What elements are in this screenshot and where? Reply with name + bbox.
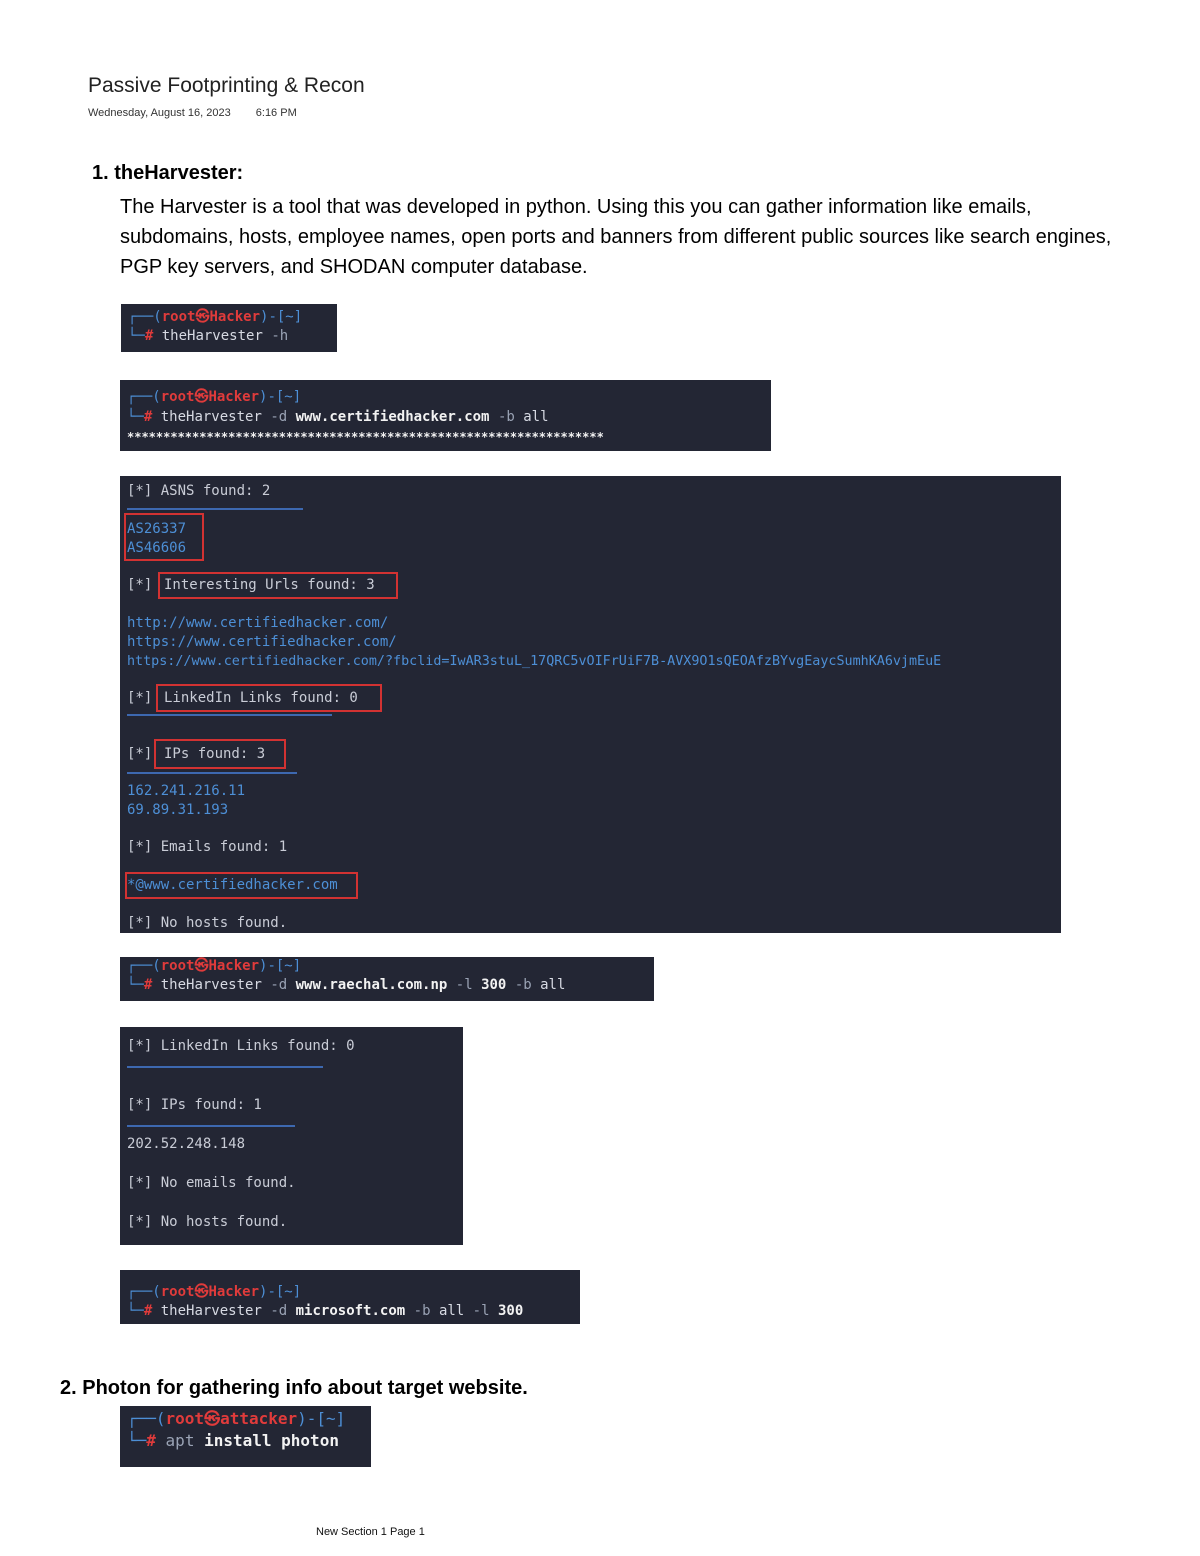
- terminal-harvester-microsoft: ┌──(root㉿Hacker)-[~] └─# theHarvester -d microsoft.com -b all -l 300: [120, 1270, 580, 1324]
- terminal-harvester-raechal-results: [*] LinkedIn Links found: 0 [*] IPs found: 1 202.52.248.148 [*] No emails found. [*] No hosts found.: [120, 1027, 463, 1245]
- terminal-harvester-help: ┌──(root㉿Hacker)-[~] └─# theHarvester -h: [121, 304, 337, 352]
- page-meta: [88, 107, 319, 119]
- terminal-apt-install-photon: ┌──(root㉿attacker)-[~] └─# apt install photon: [120, 1406, 371, 1467]
- section2-heading: 2. Photon for gathering info about target website.: [60, 1377, 528, 1399]
- terminal-harvester-raechal: ┌──(root㉿Hacker)-[~] └─# theHarvester -d www.raechal.com.np -l 300 -b all: [120, 957, 654, 1001]
- section1-paragraph: The Harvester is a tool that was developed in python. Using this you can gather information like emails, subdomains, hosts, employee names, open ports and banners from different public sources like search engines, PGP key servers, and SHODAN computer database.: [120, 196, 1112, 278]
- page-time: 6:16 PM: [255, 107, 297, 119]
- page-date: Wednesday, August 16, 2023: [88, 107, 231, 119]
- terminal-harvester-results: [*] ASNS found: 2 AS26337 AS46606 [*] Interesting Urls found: 3 http://www.certifiedhacker.com/ https://www.certifiedhacker.com/ https://www.certifiedhacker.com/?fbclid=IwAR3stuL_17QRC5vOIFrUiF7B-AVX9O1sQEOAfzBYvgEaycSumhKA6vjmEuE [*] LinkedIn Links found: 0 [*] IPs found: 3 162.241.216.11 69.89.31.193 [*] Emails found: 1 *@www.certifiedhacker.com [*] No hosts found.: [120, 476, 1061, 933]
- terminal-harvester-certifiedhacker: ┌──(root㉿Hacker)-[~] └─# theHarvester -d www.certifiedhacker.com -b all ******************************************************************: [120, 380, 771, 451]
- page-footer: New Section 1 Page 1: [316, 1526, 425, 1538]
- page-title: Passive Footprinting & Recon: [88, 74, 365, 97]
- section1-heading: 1. theHarvester:: [92, 162, 244, 184]
